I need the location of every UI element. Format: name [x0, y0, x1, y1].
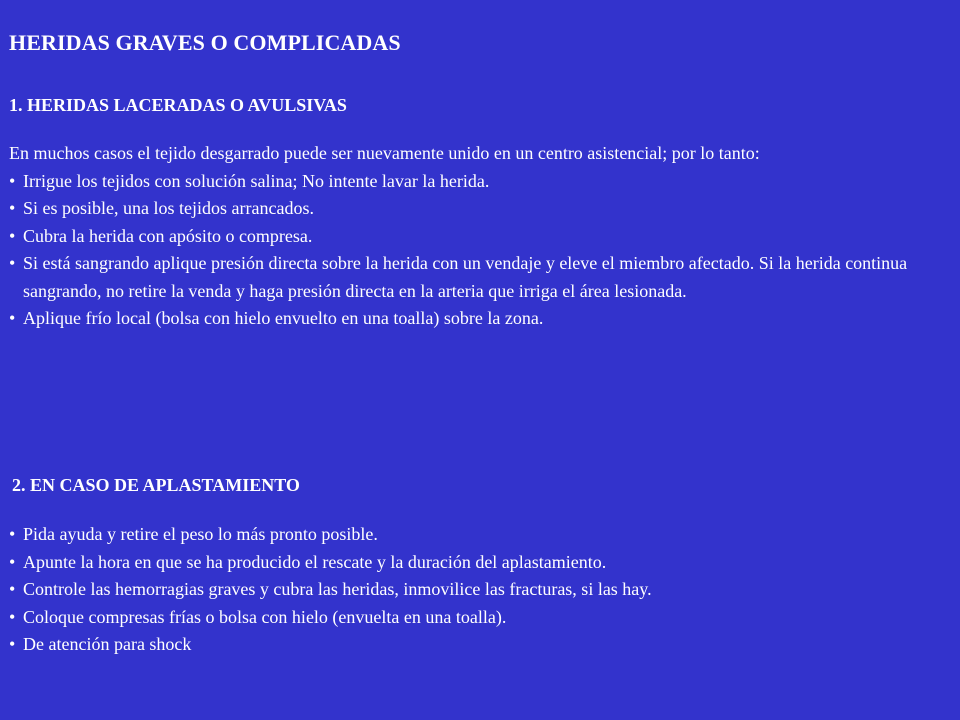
bullet-icon: •: [9, 198, 16, 218]
bullet-icon: •: [9, 524, 16, 544]
list-item: [9, 604, 959, 632]
list-item: [9, 223, 959, 251]
bullet-icon: •: [9, 606, 16, 627]
list-item: [9, 168, 959, 196]
list-item-text: Si está sangrando aplique presión directa sobre la herida con un vendaje y eleve el miembro afectado. Si la herida continua sangrando, no retire la venda y haga presión directa en la arteria que irriga el área lesionada.: [23, 253, 908, 301]
section-1-heading: 1. HERIDAS LACERADAS O AVULSIVAS: [9, 95, 347, 115]
list-item: [9, 195, 959, 223]
bullet-icon: •: [9, 225, 16, 246]
list-item: [9, 549, 959, 577]
bullet-icon: •: [9, 579, 16, 599]
list-item: [9, 521, 959, 549]
list-item: [9, 631, 959, 659]
list-item: [9, 250, 959, 305]
list-item-text: De atención para shock: [23, 634, 192, 654]
bullet-icon: •: [9, 551, 16, 572]
list-item-text: Si es posible, una los tejidos arrancados.: [23, 198, 314, 218]
list-item-text: Controle las hemorragias graves y cubra las heridas, inmovilice las fracturas, si las hay.: [23, 579, 652, 599]
slide-title: HERIDAS GRAVES O COMPLICADAS: [9, 30, 401, 55]
section-1-intro: En muchos casos el tejido desgarrado puede ser nuevamente unido en un centro asistencial; por lo tanto:: [9, 143, 760, 163]
list-item: [9, 576, 959, 604]
list-item: [9, 305, 959, 333]
section-1-body: [9, 140, 959, 333]
bullet-icon: •: [9, 308, 16, 328]
list-item-text: Coloque compresas frías o bolsa con hielo (envuelta en una toalla).: [23, 606, 507, 627]
list-item-text: Cubra la herida con apósito o compresa.: [23, 225, 313, 246]
list-item-text: Irrigue los tejidos con solución salina; No intente lavar la herida.: [23, 170, 490, 191]
list-item-text: Pida ayuda y retire el peso lo más pronto posible.: [23, 524, 378, 544]
bullet-icon: •: [9, 634, 16, 654]
bullet-icon: •: [9, 253, 16, 273]
section-2-heading: 2. EN CASO DE APLASTAMIENTO: [12, 475, 300, 495]
bullet-icon: •: [9, 170, 16, 191]
list-item-text: Aplique frío local (bolsa con hielo envuelto en una toalla) sobre la zona.: [23, 308, 544, 328]
list-item-text: Apunte la hora en que se ha producido el rescate y la duración del aplastamiento.: [23, 551, 607, 572]
section-2-body: [9, 521, 959, 659]
